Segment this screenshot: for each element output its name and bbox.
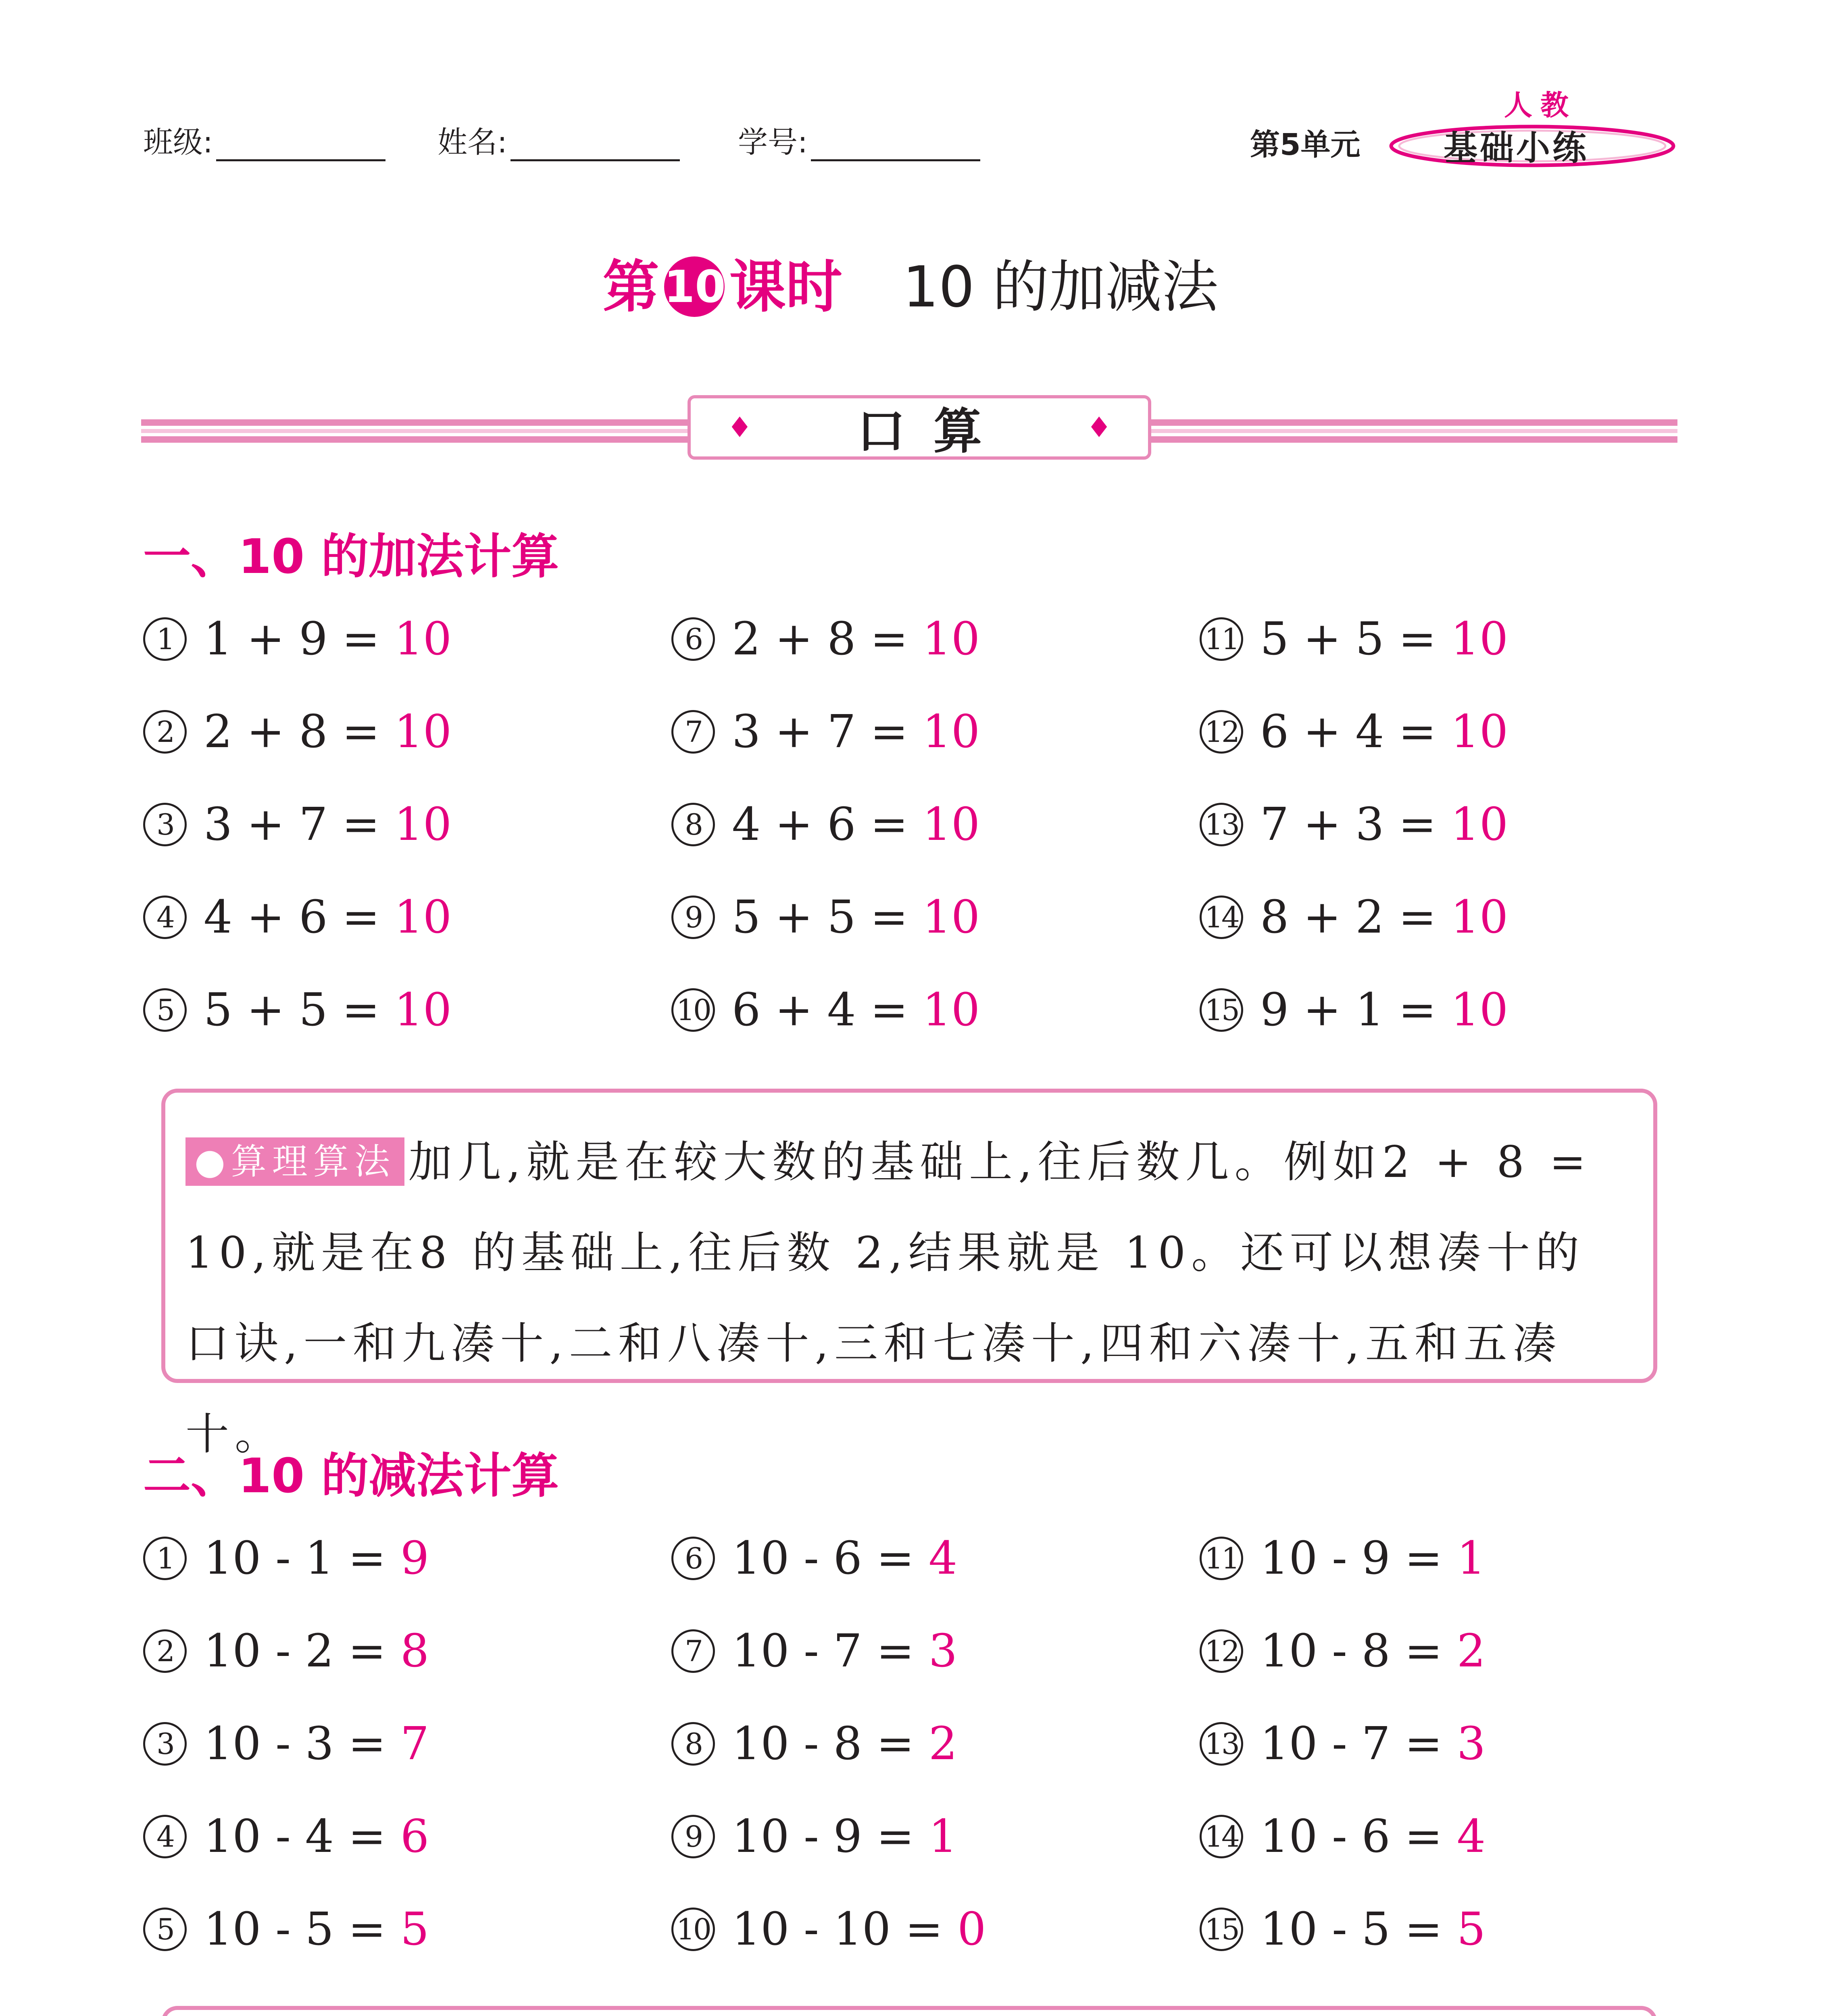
item-number-circle: 9 [671, 1815, 715, 1858]
item-number-circle: 15 [1200, 1908, 1243, 1951]
answer[interactable]: 4 [928, 1532, 958, 1585]
exercise-item [1200, 1512, 1675, 1605]
name-label: 姓名: [438, 125, 507, 160]
expression: 7 + 3 = [1260, 798, 1451, 851]
expression: 10 - 8 = [1260, 1625, 1457, 1677]
expression: 2 + 8 = [732, 613, 923, 665]
expression: 9 + 1 = [1260, 984, 1451, 1036]
item-number-circle: 14 [1200, 1815, 1243, 1858]
expression: 10 - 9 = [732, 1810, 929, 1863]
item-number-circle: 6 [671, 1537, 715, 1580]
expression: 2 + 8 = [204, 706, 394, 758]
expression: 10 - 6 = [732, 1532, 929, 1585]
exercise-item [671, 1605, 1200, 1697]
expression: 10 - 7 = [732, 1625, 929, 1677]
item-number-circle: 9 [671, 896, 715, 939]
class-field[interactable] [143, 121, 385, 161]
exercise-item [1200, 685, 1675, 778]
exercise-item [1200, 964, 1675, 1056]
answer[interactable]: 10 [922, 984, 980, 1036]
id-field[interactable] [738, 121, 980, 161]
exercise-item [143, 1790, 671, 1883]
expression: 6 + 4 = [732, 984, 923, 1036]
answer[interactable]: 3 [1456, 1718, 1486, 1770]
section1-heading: 一、10 的加法计算 [143, 529, 559, 584]
exercise-item [671, 685, 1200, 778]
brand-title: 基础小练 [1444, 128, 1589, 168]
lesson-suffix: 课时 [729, 254, 842, 320]
tip-box-addition [161, 1089, 1657, 1460]
item-number-circle: 4 [143, 1815, 187, 1858]
exercise-item [671, 1790, 1200, 1883]
tip-badge: ●算理算法 [185, 1137, 404, 1186]
answer[interactable]: 8 [400, 1625, 429, 1677]
expression: 10 - 5 = [204, 1903, 400, 1956]
exercise-item [1200, 1883, 1675, 1976]
publisher-label: 人教 [1504, 89, 1577, 122]
item-number-circle: 2 [143, 1629, 187, 1673]
exercise-item [143, 1883, 671, 1976]
name-input-line[interactable] [510, 131, 680, 161]
tip-text: 加几,就是在较大数的基础上,往后数几。例如2 + 8 = 10,就是在8 的基础上,往后数 2,结果就是 10。还可以想凑十的口诀,一和九凑十,二和八凑十,三和七凑十,四和六凑十,五和五凑十。 [185, 1137, 1592, 1460]
expression: 4 + 6 = [732, 798, 923, 851]
item-number-circle: 8 [671, 1722, 715, 1766]
expression: 10 - 8 = [732, 1718, 929, 1770]
item-number-circle: 10 [671, 1908, 715, 1951]
answer[interactable]: 10 [394, 984, 452, 1036]
exercise-item [1200, 1790, 1675, 1883]
exercise-item [143, 1697, 671, 1790]
item-number-circle: 15 [1200, 988, 1243, 1032]
exercise-item [143, 593, 671, 685]
expression: 6 + 4 = [1260, 706, 1451, 758]
class-label: 班级: [143, 125, 213, 160]
lesson-title [0, 242, 1821, 323]
expression: 5 + 5 = [204, 984, 394, 1036]
exercise-item [1200, 1605, 1675, 1697]
exercise-item [143, 1512, 671, 1605]
exercise-item [671, 964, 1200, 1056]
diamond-icon: ♦ [727, 411, 752, 444]
unit-label: 第5单元 [1250, 127, 1361, 162]
item-number-circle: 13 [1200, 1722, 1243, 1766]
item-number-circle: 3 [143, 1722, 187, 1766]
item-number-circle: 5 [143, 1908, 187, 1951]
exercise-item [671, 871, 1200, 964]
expression: 10 - 2 = [204, 1625, 400, 1677]
banner-title: 口算 [857, 404, 1010, 460]
item-number-circle: 7 [671, 710, 715, 754]
item-number-circle: 7 [671, 1629, 715, 1673]
exercise-item [143, 964, 671, 1056]
exercise-item [1200, 593, 1675, 685]
answer[interactable]: 10 [1450, 798, 1508, 851]
answer[interactable]: 10 [394, 706, 452, 758]
exercise-item [143, 871, 671, 964]
exercise-item [671, 593, 1200, 685]
item-number-circle: 14 [1200, 896, 1243, 939]
tip-box-subtraction [161, 2006, 1657, 2016]
section-banner [688, 395, 1151, 460]
expression: 10 - 6 = [1260, 1810, 1457, 1863]
answer[interactable]: 10 [1450, 706, 1508, 758]
exercise-item [143, 778, 671, 871]
item-number-circle: 12 [1200, 710, 1243, 754]
item-number-circle: 11 [1200, 1537, 1243, 1580]
answer[interactable]: 10 [922, 798, 980, 851]
expression: 10 - 5 = [1260, 1903, 1457, 1956]
expression: 10 - 3 = [204, 1718, 400, 1770]
answer[interactable]: 2 [928, 1718, 958, 1770]
lesson-number: 10 [664, 256, 725, 317]
answer[interactable]: 1 [1456, 1532, 1486, 1585]
exercise-item [671, 778, 1200, 871]
diamond-icon: ♦ [1086, 411, 1112, 444]
answer[interactable]: 4 [1456, 1810, 1486, 1863]
answer[interactable]: 10 [1450, 984, 1508, 1036]
item-number-circle: 2 [143, 710, 187, 754]
section2-heading: 二、10 的减法计算 [143, 1448, 559, 1504]
exercise-item [143, 1605, 671, 1697]
answer[interactable]: 10 [394, 798, 452, 851]
expression: 10 - 10 = [732, 1903, 958, 1956]
expression: 5 + 5 = [1260, 613, 1451, 665]
expression: 10 - 9 = [1260, 1532, 1457, 1585]
item-number-circle: 10 [671, 988, 715, 1032]
expression: 10 - 4 = [204, 1810, 400, 1863]
expression: 5 + 5 = [732, 891, 923, 943]
answer[interactable]: 10 [922, 613, 980, 665]
answer[interactable]: 0 [957, 1903, 986, 1956]
expression: 3 + 7 = [732, 706, 923, 758]
expression: 1 + 9 = [204, 613, 394, 665]
expression: 4 + 6 = [204, 891, 394, 943]
answer[interactable]: 10 [922, 891, 980, 943]
answer[interactable]: 3 [928, 1625, 958, 1677]
item-number-circle: 6 [671, 617, 715, 661]
answer[interactable]: 9 [400, 1532, 429, 1585]
expression: 10 - 7 = [1260, 1718, 1457, 1770]
item-number-circle: 3 [143, 803, 187, 846]
answer[interactable]: 5 [400, 1903, 429, 1956]
answer[interactable]: 10 [1450, 891, 1508, 943]
exercise-item [671, 1883, 1200, 1976]
answer[interactable]: 6 [400, 1810, 429, 1863]
item-number-circle: 1 [143, 617, 187, 661]
answer[interactable]: 2 [1456, 1625, 1486, 1677]
item-number-circle: 5 [143, 988, 187, 1032]
item-number-circle: 4 [143, 896, 187, 939]
expression: 10 - 1 = [204, 1532, 400, 1585]
exercise-item [1200, 871, 1675, 964]
answer[interactable]: 10 [922, 706, 980, 758]
exercise-item [1200, 1697, 1675, 1790]
item-number-circle: 8 [671, 803, 715, 846]
item-number-circle: 1 [143, 1537, 187, 1580]
addition-exercises [143, 593, 1675, 1056]
exercise-item [1200, 778, 1675, 871]
exercise-item [143, 685, 671, 778]
answer[interactable]: 5 [1456, 1903, 1486, 1956]
item-number-circle: 12 [1200, 1629, 1243, 1673]
item-number-circle: 11 [1200, 617, 1243, 661]
name-field[interactable] [438, 121, 680, 161]
expression: 8 + 2 = [1260, 891, 1451, 943]
item-number-circle: 13 [1200, 803, 1243, 846]
subtraction-exercises [143, 1512, 1675, 1976]
answer[interactable]: 1 [928, 1810, 958, 1863]
lesson-topic: 10 的加减法 [902, 254, 1219, 320]
id-input-line[interactable] [811, 131, 980, 161]
answer[interactable]: 10 [1450, 613, 1508, 665]
exercise-item [671, 1697, 1200, 1790]
id-label: 学号: [738, 125, 808, 160]
answer[interactable]: 10 [394, 613, 452, 665]
answer[interactable]: 7 [400, 1718, 429, 1770]
lesson-prefix: 第 [602, 254, 659, 320]
exercise-item [671, 1512, 1200, 1605]
expression: 3 + 7 = [204, 798, 394, 851]
answer[interactable]: 10 [394, 891, 452, 943]
class-input-line[interactable] [216, 131, 385, 161]
